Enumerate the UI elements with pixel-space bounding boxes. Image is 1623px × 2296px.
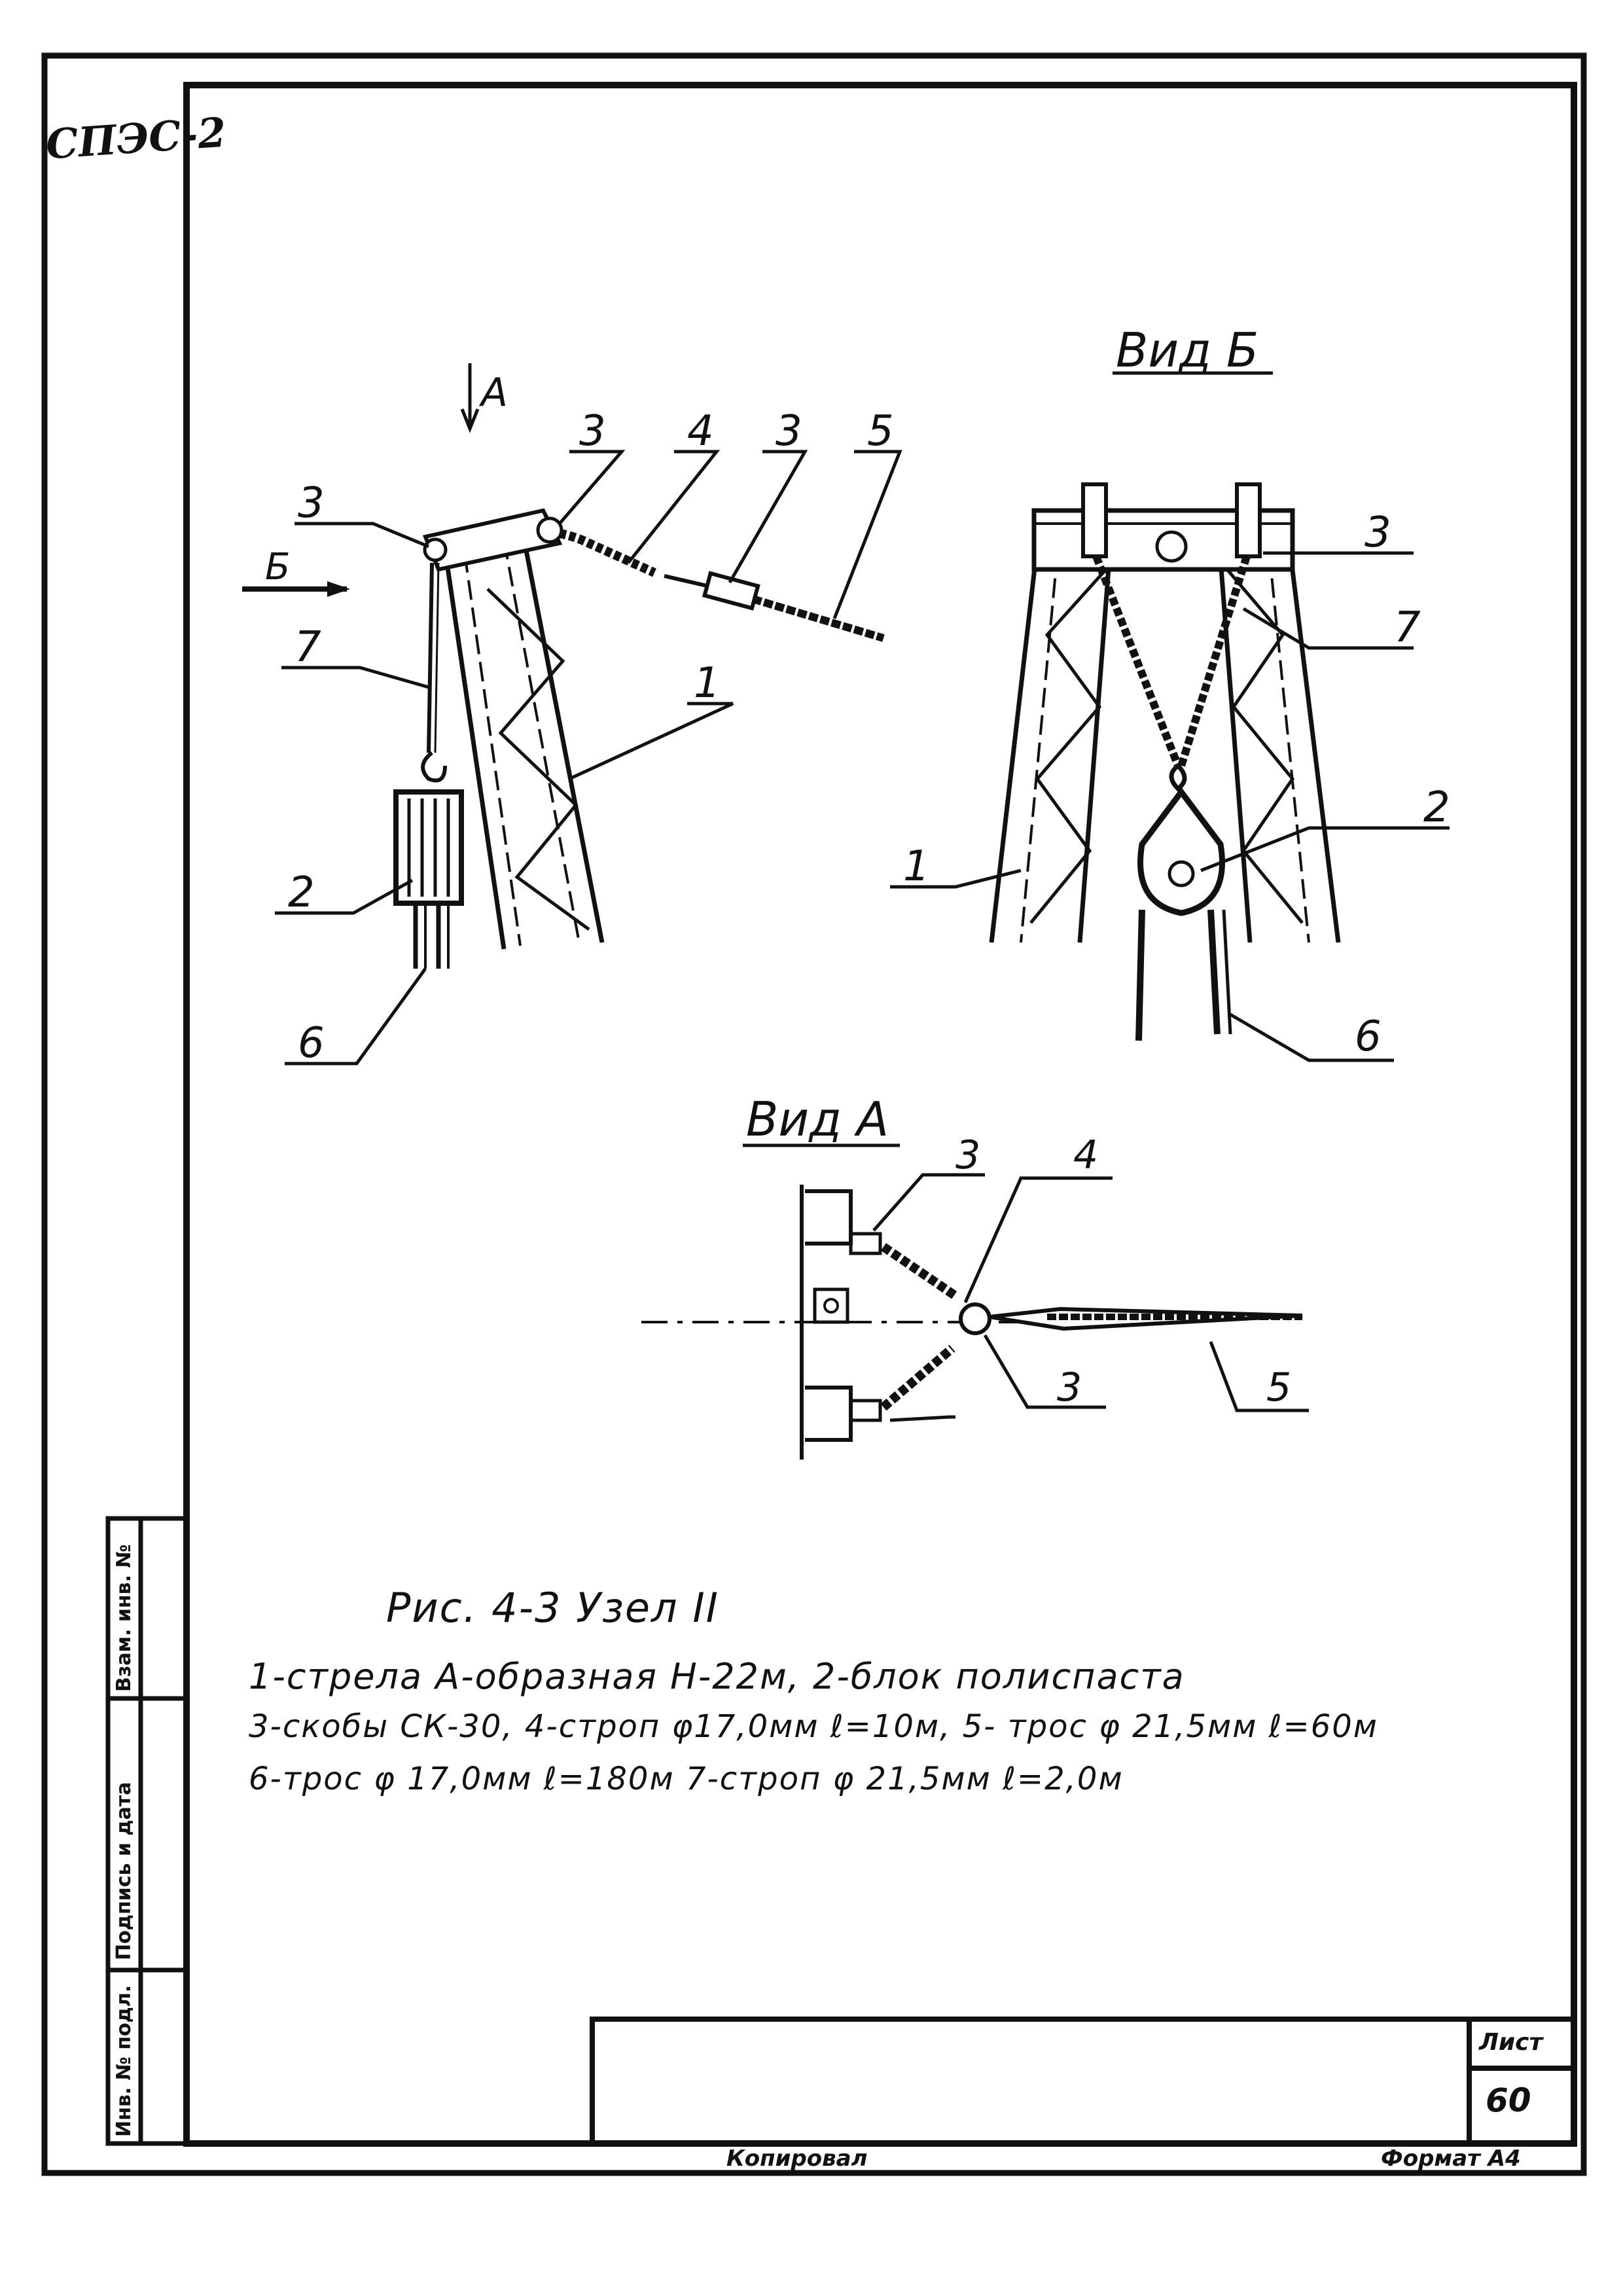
main-view bbox=[242, 363, 900, 1064]
arrow-b-label: Б bbox=[265, 546, 291, 588]
view-a-callout-4: 4 bbox=[1073, 1132, 1099, 1178]
view-b-callout-2: 2 bbox=[1423, 783, 1450, 832]
copied-label: Копировал bbox=[726, 2145, 868, 2172]
view-a bbox=[641, 1145, 1309, 1460]
callout-7: 7 bbox=[294, 623, 321, 672]
callout-5: 5 bbox=[867, 407, 894, 456]
callout-3b: 3 bbox=[776, 407, 802, 456]
callout-2: 2 bbox=[288, 869, 315, 917]
side-stamp-replaced: Взам. инв. № bbox=[113, 1544, 135, 1692]
view-b-callout-1: 1 bbox=[903, 842, 930, 891]
callout-3c: 3 bbox=[298, 479, 325, 528]
callout-3a: 3 bbox=[579, 407, 606, 456]
callout-1: 1 bbox=[694, 659, 721, 708]
view-a-labels bbox=[746, 1092, 1291, 1410]
sheet-label: Лист bbox=[1479, 2029, 1543, 2056]
corner-note: СПЭС-2 bbox=[44, 108, 228, 169]
view-b-title: Вид Б bbox=[1116, 323, 1259, 378]
legend-line-3: 6-трос φ 17,0мм ℓ=180м 7-строп φ 21,5мм ℓ=2,0м bbox=[249, 1761, 1124, 1797]
view-a-callout-3a: 3 bbox=[955, 1132, 981, 1178]
legend-line-1: 1-стрела А-образная Н-22м, 2-блок полиспаста bbox=[249, 1656, 1185, 1697]
main-view-labels bbox=[265, 370, 894, 1067]
legend-line-2: 3-скобы СК-30, 4-строп φ17,0мм ℓ=10м, 5- трос φ 21,5мм ℓ=60м bbox=[249, 1708, 1379, 1745]
callout-4: 4 bbox=[687, 407, 714, 456]
callout-6: 6 bbox=[298, 1019, 325, 1067]
view-b-callout-6: 6 bbox=[1355, 1013, 1382, 1061]
format-label: Формат А4 bbox=[1381, 2145, 1521, 2172]
view-a-title: Вид А bbox=[746, 1092, 889, 1147]
view-b-labels bbox=[903, 323, 1450, 1061]
sheet-number: 60 bbox=[1486, 2081, 1531, 2119]
view-b-callout-3: 3 bbox=[1364, 509, 1391, 557]
side-stamp-signature: Подпись и дата bbox=[113, 1782, 135, 1960]
side-stamp-inv-no: Инв. № подл. bbox=[113, 1984, 135, 2137]
title-block bbox=[592, 2019, 1574, 2144]
view-b bbox=[890, 373, 1450, 1060]
arrow-a-label: А bbox=[481, 370, 508, 416]
view-a-callout-3b: 3 bbox=[1057, 1365, 1082, 1410]
figure-title: Рис. 4-3 Узел II bbox=[386, 1584, 719, 1632]
view-a-callout-5: 5 bbox=[1266, 1365, 1292, 1410]
view-b-callout-7: 7 bbox=[1394, 603, 1421, 652]
